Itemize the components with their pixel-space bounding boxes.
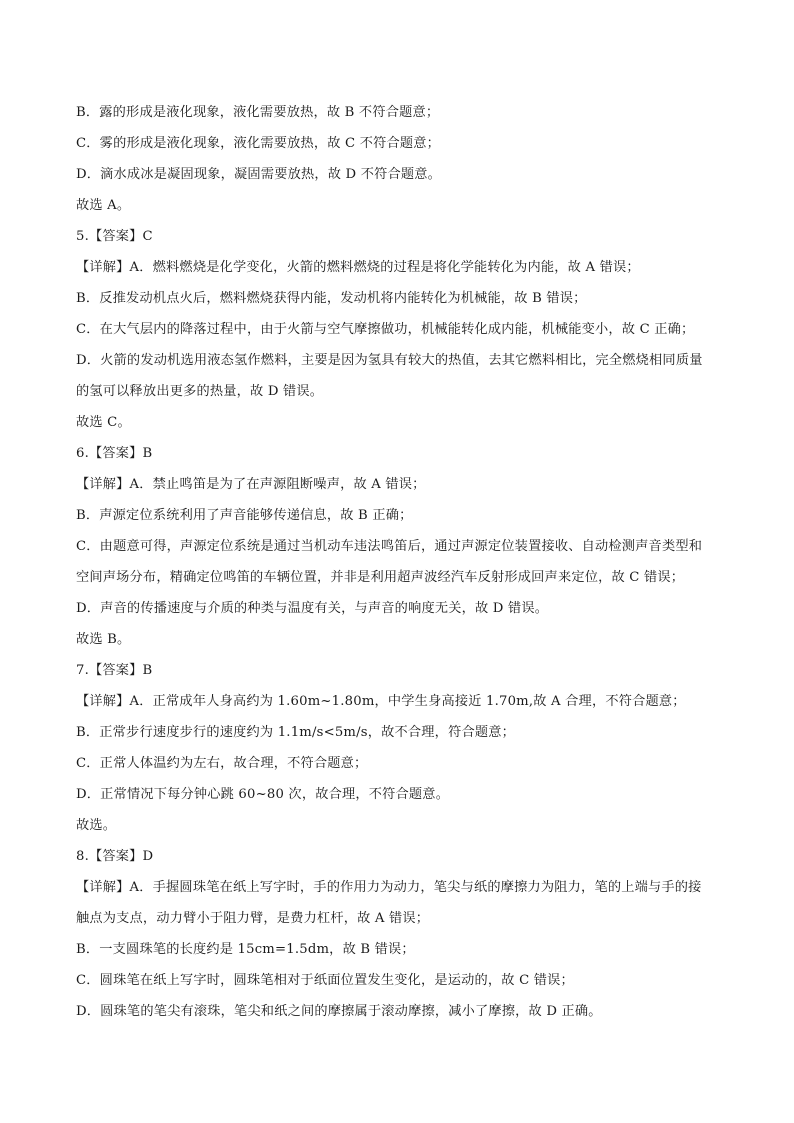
text-line: C．圆珠笔在纸上写字时，圆珠笔相对于纸面位置发生变化，是运动的，故 C 错误； bbox=[76, 973, 574, 988]
text-line: C．正常人体温约为左右，故合理，不符合题意； bbox=[76, 756, 368, 771]
text-line: B．露的形成是液化现象，液化需要放热，故 B 不符合题意； bbox=[76, 105, 440, 120]
text-line: 空间声场分布，精确定位鸣笛的车辆位置，并非是利用超声波经汽车反射形成回声来定位，故 C 错误； bbox=[76, 570, 685, 585]
text-line: 【详解】A．禁止鸣笛是为了在声源阻断噪声，故 A 错误； bbox=[76, 477, 426, 492]
answer-heading: 8.【答案】D bbox=[76, 849, 154, 864]
text-line: 【详解】A．手握圆珠笔在纸上写字时，手的作用力为动力，笔尖与纸的摩擦力为阻力，笔的上端与手的接 bbox=[76, 880, 702, 895]
answer-heading: 6.【答案】B bbox=[76, 446, 153, 461]
text-line: D．滴水成冰是凝固现象，凝固需要放热，故 D 不符合题意。 bbox=[76, 167, 442, 182]
text-line: D．圆珠笔的笔尖有滚珠，笔尖和纸之间的摩擦属于滚动摩擦，减小了摩擦，故 D 正确。 bbox=[76, 1004, 602, 1019]
text-line: 故选 B。 bbox=[76, 632, 131, 647]
answer-explanations bbox=[76, 97, 726, 1027]
text-line: D．声音的传播速度与介质的种类与温度有关，与声音的响度无关，故 D 错误。 bbox=[76, 601, 549, 616]
text-line: D．火箭的发动机选用液态氢作燃料，主要是因为氢具有较大的热值，去其它燃料相比，完全燃烧相同质量 bbox=[76, 353, 703, 368]
text-line: 故选 C。 bbox=[76, 415, 131, 430]
answer-heading: 7.【答案】B bbox=[76, 663, 153, 678]
text-line: 的氢可以释放出更多的热量，故 D 错误。 bbox=[76, 384, 324, 399]
answer-heading: 5.【答案】C bbox=[76, 229, 153, 244]
text-line: B．正常步行速度步行的速度约为 1.1m/s<5m/s，故不合理，符合题意； bbox=[76, 725, 516, 740]
text-line: B．反推发动机点火后，燃料燃烧获得内能，发动机将内能转化为机械能，故 B 错误； bbox=[76, 291, 587, 306]
text-line: C．在大气层内的降落过程中，由于火箭与空气摩擦做功，机械能转化成内能，机械能变小，故 C 正确； bbox=[76, 322, 695, 337]
text-line: 触点为支点，动力臂小于阻力臂，是费力杠杆，故 A 错误； bbox=[76, 911, 430, 926]
text-line: 【详解】A．燃料燃烧是化学变化，火箭的燃料燃烧的过程是将化学能转化为内能，故 A 错误； bbox=[76, 260, 640, 275]
text-line: C．雾的形成是液化现象，液化需要放热，故 C 不符合题意； bbox=[76, 136, 441, 151]
text-line: C．由题意可得，声源定位系统是通过当机动车违法鸣笛后，通过声源定位装置接收、自动检测声音类型和 bbox=[76, 539, 703, 554]
text-line: B．声源定位系统利用了声音能够传递信息，故 B 正确； bbox=[76, 508, 413, 523]
text-line: 故选 A。 bbox=[76, 198, 131, 213]
text-line: 【详解】A．正常成年人身高约为 1.60m~1.80m，中学生身高接近 1.70m,故 A 合理，不符合题意； bbox=[76, 694, 686, 709]
text-line: 故选。 bbox=[76, 818, 117, 833]
text-line: B．一支圆珠笔的长度约是 15cm=1.5dm，故 B 错误； bbox=[76, 942, 415, 957]
text-line: D．正常情况下每分钟心跳 60~80 次，故合理，不符合题意。 bbox=[76, 787, 450, 802]
